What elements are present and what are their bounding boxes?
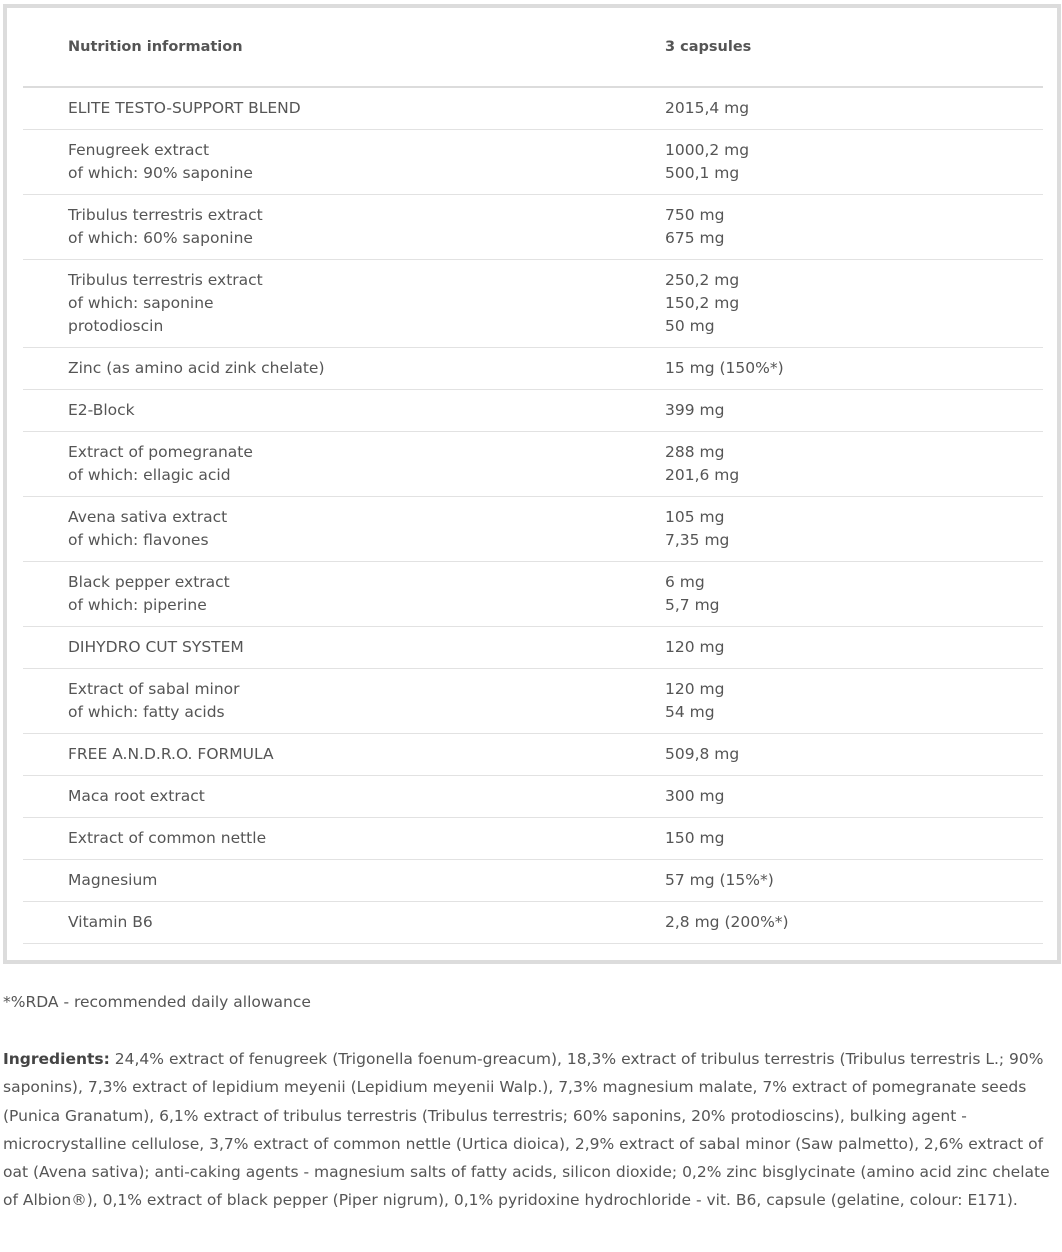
- nutrient-name: DIHYDRO CUT SYSTEM: [68, 638, 244, 656]
- table-row: [23, 390, 1043, 432]
- table-row: [23, 818, 1043, 860]
- nutrient-amount: 2,8 mg (200%*): [665, 913, 789, 931]
- table-row: [23, 860, 1043, 902]
- nutrient-name: Extract of sabal minor of which: fatty acids: [68, 680, 240, 721]
- table-row: [23, 88, 1043, 130]
- nutrient-amount: 57 mg (15%*): [665, 871, 774, 889]
- header-nutrition-information: Nutrition information: [68, 39, 243, 55]
- table-row: [23, 776, 1043, 818]
- nutrient-name: E2-Block: [68, 401, 135, 419]
- table-row: [23, 195, 1043, 260]
- nutrient-name: ELITE TESTO-SUPPORT BLEND: [68, 99, 301, 117]
- nutrient-amount: 150 mg: [665, 829, 725, 847]
- nutrient-amount: 750 mg 675 mg: [665, 206, 725, 247]
- nutrient-name: Extract of pomegranate of which: ellagic acid: [68, 443, 253, 484]
- nutrient-name: Tribulus terrestris extract of which: saponine protodioscin: [68, 271, 263, 335]
- nutrient-amount: 6 mg 5,7 mg: [665, 573, 720, 614]
- table-row: [23, 562, 1043, 627]
- table-row: [23, 627, 1043, 669]
- nutrient-name: Tribulus terrestris extract of which: 60% saponine: [68, 206, 263, 247]
- nutrition-table: [3, 4, 1061, 964]
- ingredients-label: Ingredients:: [3, 1050, 110, 1068]
- rda-footnote: *%RDA - recommended daily allowance: [3, 993, 311, 1011]
- table-row: [23, 260, 1043, 348]
- table-header: [23, 8, 1043, 88]
- nutrient-amount: 399 mg: [665, 401, 725, 419]
- table-body: [23, 88, 1043, 944]
- nutrient-name: Extract of common nettle: [68, 829, 267, 847]
- nutrient-amount: 288 mg 201,6 mg: [665, 443, 740, 484]
- table-row: [23, 130, 1043, 195]
- table-row: [23, 669, 1043, 734]
- table-row: [23, 497, 1043, 562]
- ingredients-text: 24,4% extract of fenugreek (Trigonella foenum-greacum), 18,3% extract of tribulus terrestris (Tribulus terrestris L.; 90% saponins), 7,3% extract of lepidium meyenii (Lepidium meyenii Walp.), 7,3% magnesium malate, 7% extract of pomegranate seeds (Punica Granatum), 6,1% extract of tribulus terrestris (Tribulus terrestris; 60% saponins, 20% protodioscins), bulking agent - microcrystalline cellulose, 3,7% extract of common nettle (Urtica dioica), 2,9% extract of sabal minor (Saw palmetto), 2,6% extract of oat (Avena sativa); anti-caking agents - magnesium salts of fatty acids, silicon dioxide; 0,2% zinc bisglycinate (amino acid zinc chelate of Albion®), 0,1% extract of black pepper (Piper nigrum), 0,1% pyridoxine hydrochloride - vit. B6, capsule (gelatine, colour: E171).: [3, 1050, 1050, 1210]
- nutrient-name: FREE A.N.D.R.O. FORMULA: [68, 745, 274, 763]
- table-row: [23, 734, 1043, 776]
- nutrient-name: Magnesium: [68, 871, 158, 889]
- nutrient-name: Maca root extract: [68, 787, 205, 805]
- nutrient-name: Avena sativa extract of which: flavones: [68, 508, 228, 549]
- ingredients-paragraph: [3, 1045, 1061, 1215]
- table-row: [23, 432, 1043, 497]
- nutrient-amount: 120 mg: [665, 638, 725, 656]
- header-serving-size: 3 capsules: [665, 39, 752, 55]
- nutrient-name: Fenugreek extract of which: 90% saponine: [68, 141, 253, 182]
- table-row: [23, 902, 1043, 944]
- nutrient-amount: 250,2 mg 150,2 mg 50 mg: [665, 271, 740, 335]
- nutrient-amount: 1000,2 mg 500,1 mg: [665, 141, 750, 182]
- nutrient-amount: 120 mg 54 mg: [665, 680, 725, 721]
- nutrient-amount: 300 mg: [665, 787, 725, 805]
- nutrient-name: Black pepper extract of which: piperine: [68, 573, 230, 614]
- table-row: [23, 348, 1043, 390]
- nutrient-name: Vitamin B6: [68, 913, 153, 931]
- nutrient-name: Zinc (as amino acid zink chelate): [68, 359, 325, 377]
- nutrient-amount: 2015,4 mg: [665, 99, 750, 117]
- nutrient-amount: 509,8 mg: [665, 745, 740, 763]
- nutrient-amount: 15 mg (150%*): [665, 359, 784, 377]
- nutrient-amount: 105 mg 7,35 mg: [665, 508, 730, 549]
